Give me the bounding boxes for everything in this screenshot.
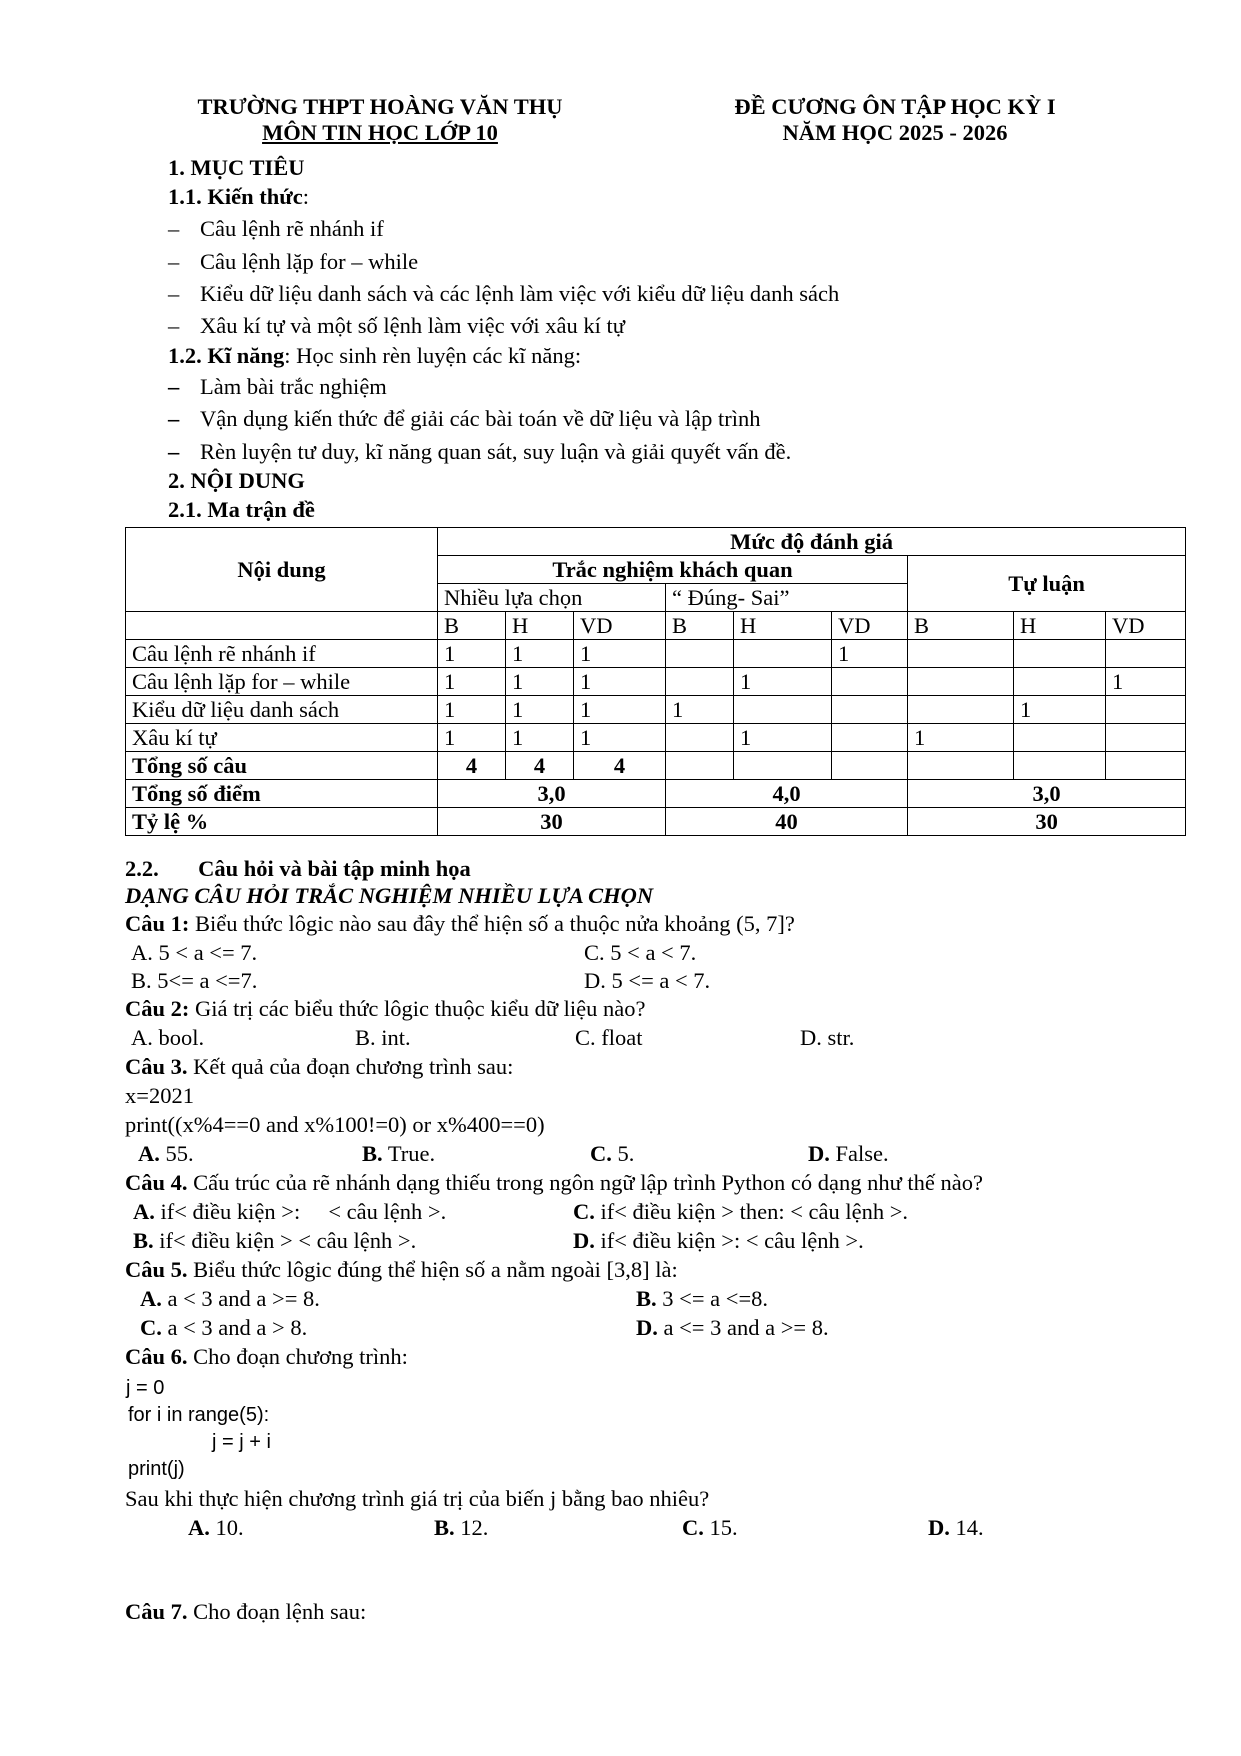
row-name: Tổng số điểm	[126, 780, 438, 808]
matrix-cell: 4	[506, 752, 574, 780]
knowledge-colon: :	[302, 184, 310, 209]
matrix-cell	[666, 724, 734, 752]
option-c: C. float	[575, 1025, 643, 1050]
skill-item: – Rèn luyện tư duy, kĩ năng quan sát, suy luận và giải quyết vấn đề.	[168, 439, 792, 464]
option-c: C. 5.	[590, 1141, 635, 1166]
school-name: TRƯỜNG THPT HOÀNG VĂN THỤ	[197, 94, 563, 119]
matrix-cell	[908, 696, 1014, 724]
matrix-cell: 1	[574, 668, 666, 696]
option-c: C. 15.	[682, 1515, 738, 1540]
matrix-cell	[666, 668, 734, 696]
knowledge-heading	[168, 184, 309, 210]
matrix-cell: 4	[574, 752, 666, 780]
matrix-cell: 1	[574, 724, 666, 752]
table-row	[126, 724, 1186, 752]
subject-name: MÔN TIN HỌC LỚP 10	[262, 120, 498, 145]
matrix-cell: 1	[666, 696, 734, 724]
row-name: Tỷ lệ %	[126, 808, 438, 836]
matrix-cell	[908, 752, 1014, 780]
matrix-header-essay: Tự luận	[908, 556, 1186, 612]
level-label: H	[734, 612, 832, 640]
matrix-cell	[1106, 640, 1186, 668]
level-label: H	[1014, 612, 1106, 640]
matrix-cell	[1014, 724, 1106, 752]
matrix-cell: 1	[1014, 696, 1106, 724]
matrix-cell	[908, 668, 1014, 696]
matrix-cell: 1	[574, 696, 666, 724]
matrix-cell: 1	[734, 668, 832, 696]
option-d: D. if< điều kiện >: < câu lệnh >.	[573, 1228, 864, 1253]
knowledge-title: 1.1. Kiến thức	[168, 184, 303, 209]
matrix-cell: 30	[438, 808, 666, 836]
knowledge-item: – Câu lệnh lặp for – while	[168, 249, 419, 274]
total-points-row	[126, 780, 1186, 808]
matrix-cell	[908, 640, 1014, 668]
school-year: NĂM HỌC 2025 - 2026	[782, 120, 1008, 145]
matrix-cell: 1	[574, 640, 666, 668]
skill-item: – Vận dụng kiến thức để giải các bài toán về dữ liệu và lập trình	[168, 406, 761, 431]
row-name: Kiểu dữ liệu danh sách	[126, 696, 438, 724]
question-6: Câu 6. Cho đoạn chương trình:	[125, 1344, 408, 1369]
matrix-cell	[1014, 752, 1106, 780]
level-label: B	[908, 612, 1014, 640]
matrix-cell	[666, 640, 734, 668]
level-label: H	[506, 612, 574, 640]
matrix-title: 2.1. Ma trận đề	[168, 497, 315, 522]
matrix-cell	[1014, 668, 1106, 696]
matrix-cell	[832, 752, 908, 780]
option-d: D. 14.	[928, 1515, 984, 1540]
level-label: VD	[574, 612, 666, 640]
option-b: B. if< điều kiện > < câu lệnh >.	[133, 1228, 417, 1253]
question-2: Câu 2: Giá trị các biểu thức lôgic thuộc kiểu dữ liệu nào?	[125, 996, 646, 1021]
question-4: Câu 4. Cấu trúc của rẽ nhánh dạng thiếu trong ngôn ngữ lập trình Python có dạng như thế nào?	[125, 1170, 983, 1195]
table-row	[126, 668, 1186, 696]
matrix-header-content: Nội dung	[126, 528, 438, 612]
table-row	[126, 696, 1186, 724]
question-1: Câu 1: Biểu thức lôgic nào sau đây thể hiện số a thuộc nửa khoảng (5, 7]?	[125, 911, 795, 936]
matrix-cell: 1	[506, 640, 574, 668]
skill-item: – Làm bài trắc nghiệm	[168, 374, 387, 399]
row-name: Tổng số câu	[126, 752, 438, 780]
matrix-header-multi-choice: Nhiều lựa chọn	[438, 584, 666, 612]
code-line: print((x%4==0 and x%100!=0) or x%400==0)	[125, 1112, 545, 1137]
question-3: Câu 3. Kết quả của đoạn chương trình sau:	[125, 1054, 514, 1079]
option-d: D. 5 <= a < 7.	[584, 968, 711, 993]
matrix-cell	[832, 724, 908, 752]
matrix-cell	[734, 752, 832, 780]
option-a: A. 5 < a <= 7.	[131, 940, 258, 965]
matrix-cell: 4,0	[666, 780, 908, 808]
skills-title: 1.2. Kĩ năng	[168, 343, 285, 368]
option-a: A. 55.	[138, 1141, 194, 1166]
knowledge-item: – Kiểu dữ liệu danh sách và các lệnh làm việc với kiểu dữ liệu danh sách	[168, 281, 840, 306]
option-b: B. 12.	[434, 1515, 489, 1540]
level-label: B	[666, 612, 734, 640]
ratio-row	[126, 808, 1186, 836]
code-line: x=2021	[125, 1083, 194, 1108]
row-name: Câu lệnh rẽ nhánh if	[126, 640, 438, 668]
matrix-level-row	[126, 612, 1186, 640]
question-7: Câu 7. Cho đoạn lệnh sau:	[125, 1599, 367, 1624]
matrix-cell: 1	[908, 724, 1014, 752]
matrix-cell: 1	[438, 696, 506, 724]
option-b: B. 3 <= a <=8.	[636, 1286, 769, 1311]
matrix-cell: 1	[438, 668, 506, 696]
question-6-prompt: Sau khi thực hiện chương trình giá trị của biến j bằng bao nhiêu?	[125, 1486, 710, 1511]
option-a: A. a < 3 and a >= 8.	[140, 1286, 320, 1311]
row-name: Câu lệnh lặp for – while	[126, 668, 438, 696]
matrix-cell	[666, 752, 734, 780]
option-c: C. a < 3 and a > 8.	[140, 1315, 308, 1340]
option-a: A. if< điều kiện >: < câu lệnh >.	[133, 1199, 447, 1224]
matrix-header-level: Mức độ đánh giá	[438, 528, 1186, 556]
matrix-cell: 1	[506, 668, 574, 696]
code-line: for i in range(5):	[128, 1404, 270, 1426]
matrix-cell: 4	[438, 752, 506, 780]
option-c: C. 5 < a < 7.	[584, 940, 697, 965]
question-5: Câu 5. Biểu thức lôgic đúng thể hiện số a nằm ngoài [3,8] là:	[125, 1257, 678, 1282]
option-c: C. if< điều kiện > then: < câu lệnh >.	[573, 1199, 909, 1224]
examples-title: 2.2. Câu hỏi và bài tập minh họa	[125, 856, 471, 881]
assessment-matrix-table	[125, 527, 1186, 836]
matrix-cell	[126, 612, 438, 640]
option-d: D. False.	[808, 1141, 889, 1166]
section-2-title: 2. NỘI DUNG	[168, 468, 305, 493]
matrix-cell: 1	[832, 640, 908, 668]
matrix-cell: 1	[506, 696, 574, 724]
total-questions-row	[126, 752, 1186, 780]
knowledge-item: – Câu lệnh rẽ nhánh if	[168, 216, 384, 241]
matrix-cell: 30	[908, 808, 1186, 836]
matrix-cell: 1	[734, 724, 832, 752]
mcq-title: DẠNG CÂU HỎI TRẮC NGHIỆM NHIỀU LỰA CHỌN	[125, 883, 654, 908]
option-a: A. bool.	[131, 1025, 205, 1050]
matrix-cell	[1106, 696, 1186, 724]
level-label: VD	[832, 612, 908, 640]
matrix-cell	[1014, 640, 1106, 668]
row-name: Xâu kí tự	[126, 724, 438, 752]
skills-intro: : Học sinh rèn luyện các kĩ năng:	[284, 343, 582, 368]
matrix-cell: 3,0	[908, 780, 1186, 808]
option-b: B. int.	[355, 1025, 411, 1050]
level-label: B	[438, 612, 506, 640]
knowledge-item: – Xâu kí tự và một số lệnh làm việc với xâu kí tự	[168, 313, 625, 338]
matrix-cell: 1	[438, 640, 506, 668]
code-line: j = j + i	[212, 1431, 271, 1453]
option-b: B. True.	[362, 1141, 436, 1166]
matrix-cell	[1106, 724, 1186, 752]
matrix-cell	[734, 696, 832, 724]
option-d: D. str.	[800, 1025, 855, 1050]
matrix-header-objective: Trắc nghiệm khách quan	[438, 556, 908, 584]
matrix-cell	[832, 696, 908, 724]
code-line: print(j)	[128, 1458, 185, 1480]
matrix-cell: 1	[506, 724, 574, 752]
document-title: ĐỀ CƯƠNG ÔN TẬP HỌC KỲ I	[734, 94, 1056, 119]
matrix-cell: 1	[1106, 668, 1186, 696]
matrix-cell	[734, 640, 832, 668]
option-a: A. 10.	[188, 1515, 244, 1540]
matrix-cell: 1	[438, 724, 506, 752]
matrix-header-true-false: “ Đúng- Sai”	[666, 584, 908, 612]
code-line: j = 0	[126, 1377, 165, 1399]
skills-heading	[168, 343, 581, 369]
option-d: D. a <= 3 and a >= 8.	[636, 1315, 829, 1340]
matrix-cell	[832, 668, 908, 696]
matrix-cell	[1106, 752, 1186, 780]
matrix-cell: 40	[666, 808, 908, 836]
option-b: B. 5<= a <=7.	[131, 968, 258, 993]
table-row	[126, 640, 1186, 668]
section-1-title: 1. MỤC TIÊU	[168, 155, 305, 180]
level-label: VD	[1106, 612, 1186, 640]
matrix-cell: 3,0	[438, 780, 666, 808]
